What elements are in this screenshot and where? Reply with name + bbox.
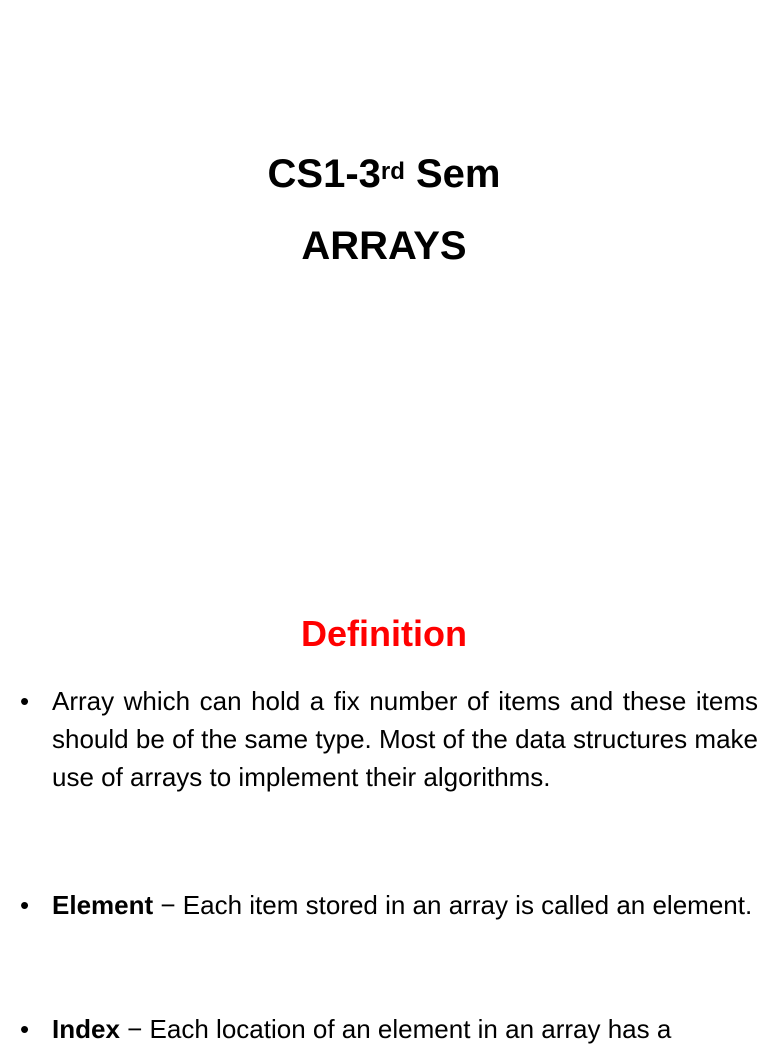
- definition-heading: Definition: [301, 613, 467, 654]
- bullet-item: [20, 1010, 758, 1048]
- bullet-icon: •: [20, 686, 30, 716]
- topic-title: ARRAYS: [301, 224, 467, 268]
- bullet-text: Array which can hold a fix number of items and these items should be of the same type. Most of the data structures make use of arrays to implement their algorithms.: [52, 686, 758, 792]
- bullet-item: [20, 886, 758, 924]
- course-title-end: Sem: [404, 152, 501, 196]
- course-title: [0, 150, 768, 198]
- course-title-main: CS1-3: [267, 152, 381, 196]
- bullet-item: [20, 682, 758, 796]
- bullet-description: − Each location of an element in an array has a: [119, 1014, 672, 1044]
- bullet-text: [52, 1010, 758, 1048]
- bullet-icon: •: [20, 1014, 30, 1044]
- bullet-term: Index: [52, 1014, 120, 1044]
- course-title-superscript: rd: [380, 158, 405, 185]
- bullet-term: Element: [52, 890, 154, 920]
- definition-slide: [0, 560, 768, 1044]
- bullet-icon: •: [20, 890, 30, 920]
- bullet-text: [52, 886, 758, 924]
- bullet-description: − Each item stored in an array is called an element.: [153, 890, 753, 920]
